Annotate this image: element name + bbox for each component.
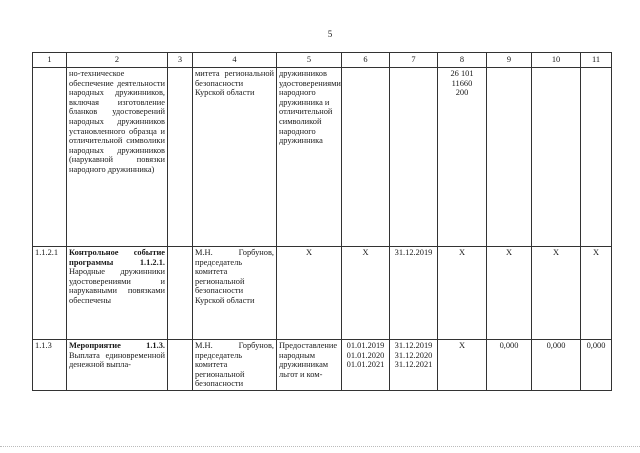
row-c10: 0,000: [532, 340, 581, 391]
row-code: 1.1.3: [33, 340, 67, 391]
row-title: Мероприятие 1.1.3.: [69, 341, 165, 350]
row-kbk: Х: [438, 340, 487, 391]
table-row: [33, 247, 612, 340]
column-header: 7: [390, 53, 438, 68]
column-header: 4: [193, 53, 277, 68]
column-header: 8: [438, 53, 487, 68]
row-start: [342, 68, 390, 247]
page-bottom-edge: [0, 446, 640, 447]
column-header: 3: [168, 53, 193, 68]
row-result: Х: [277, 247, 342, 340]
row-name: но-техническое обеспечение деятельности народных дружинников, включая изготовление бланков удостоверений народных дружинников установленного образца и отличительной символики народных дружинников (нарукавной повязки народного дружинника): [67, 68, 168, 247]
row-executor: М.Н. Горбунов, председатель комитета региональной безопасности: [193, 340, 277, 391]
row-c9: [487, 68, 532, 247]
column-header: 1: [33, 53, 67, 68]
row-name: Выплата единовременной денежной выпла-: [69, 350, 165, 370]
column-header: 10: [532, 53, 581, 68]
row-c11: [581, 68, 612, 247]
row-c9: 0,000: [487, 340, 532, 391]
row-result: дружинников удостоверениями народного дружинника и отличительной символикой народного дружинника: [277, 68, 342, 247]
row-name-cell: [67, 340, 168, 391]
row-end: 31.12.2019: [390, 247, 438, 340]
row-c10: Х: [532, 247, 581, 340]
action-plan-table: [32, 52, 612, 391]
row-executor: митета региональной безопасности Курской области: [193, 68, 277, 247]
row-end: 31.12.2019 31.12.2020 31.12.2021: [390, 340, 438, 391]
row-name: Народные дружинники удостоверениями и нарукавными повязками обеспечены: [69, 267, 165, 305]
row-end: [390, 68, 438, 247]
column-header: 6: [342, 53, 390, 68]
row-c11: 0,000: [581, 340, 612, 391]
row-start: Х: [342, 247, 390, 340]
row-name-cell: [67, 247, 168, 340]
row-start: 01.01.2019 01.01.2020 01.01.2021: [342, 340, 390, 391]
row-kbk: 26 101 11660 200: [438, 68, 487, 247]
row-title: Контрольное событие программы 1.1.2.1.: [69, 248, 165, 267]
row-col3: [168, 247, 193, 340]
row-code: [33, 68, 67, 247]
column-header: 9: [487, 53, 532, 68]
header-row: [33, 53, 612, 68]
row-result: Предоставление народным дружинникам льгот и ком-: [277, 340, 342, 391]
row-col3: [168, 68, 193, 247]
row-kbk: Х: [438, 247, 487, 340]
column-header: 11: [581, 53, 612, 68]
row-code: 1.1.2.1: [33, 247, 67, 340]
page-number: 5: [327, 29, 333, 39]
column-header: 5: [277, 53, 342, 68]
row-c10: [532, 68, 581, 247]
table-row: [33, 340, 612, 391]
table-row: [33, 68, 612, 247]
row-col3: [168, 340, 193, 391]
column-header: 2: [67, 53, 168, 68]
row-c11: Х: [581, 247, 612, 340]
row-executor: М.Н. Горбунов, председатель комитета региональной безопасности Курской области: [193, 247, 277, 340]
row-c9: Х: [487, 247, 532, 340]
